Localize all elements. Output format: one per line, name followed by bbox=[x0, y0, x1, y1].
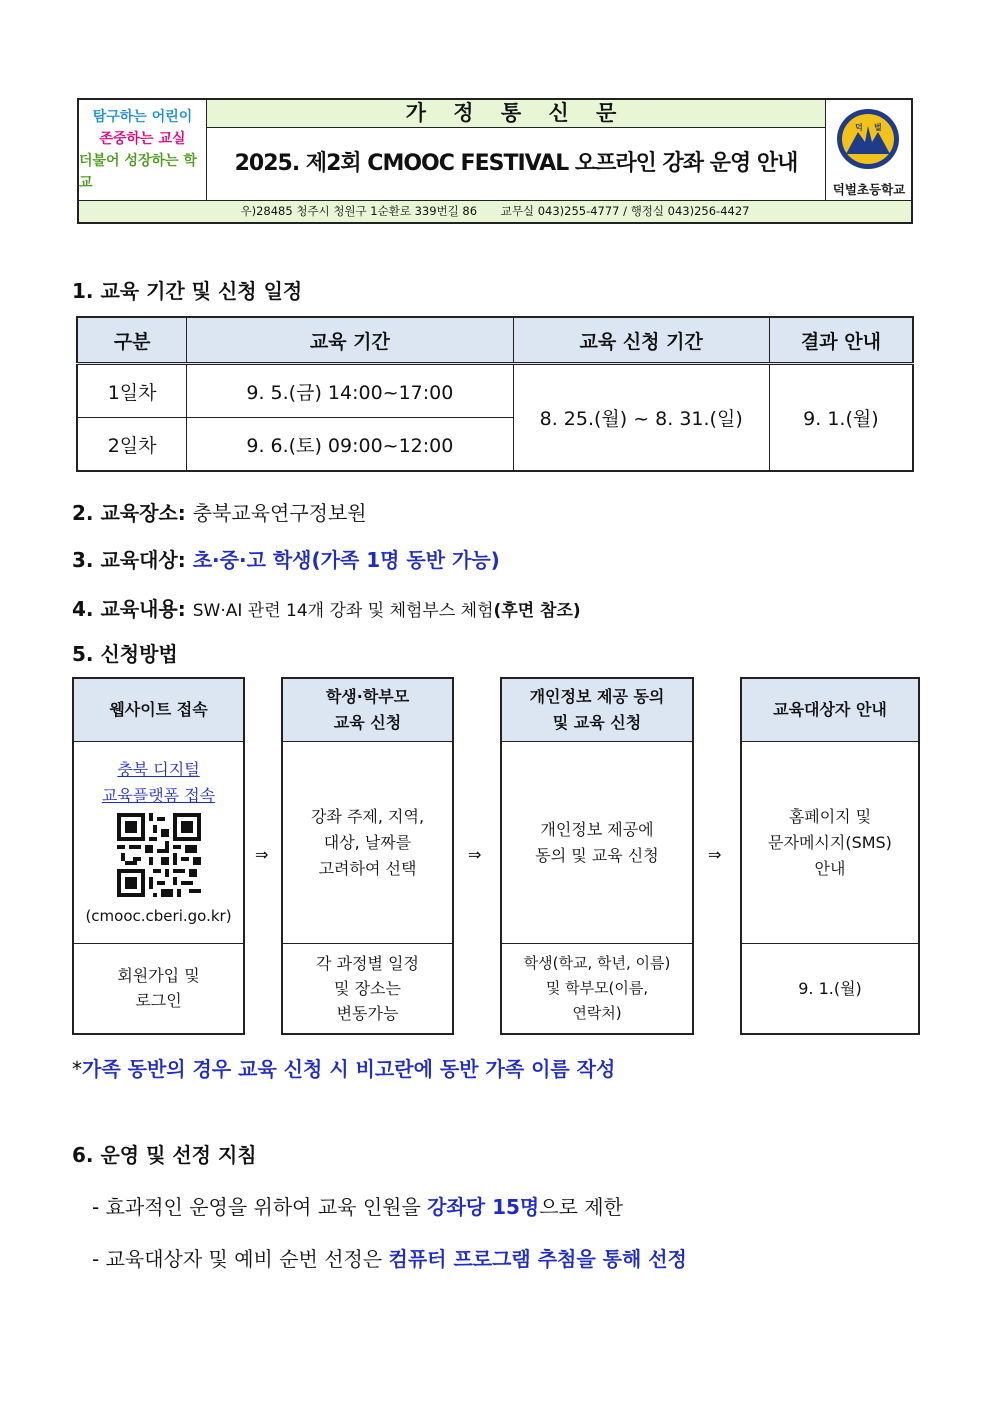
guideline-2-emphasis: 컴퓨터 프로그램 추첨을 통해 선정 bbox=[388, 1247, 687, 1271]
newsletter-header bbox=[77, 98, 913, 224]
note-text: 가족 동반의 경우 교육 신청 시 비고란에 동반 가족 이름 작성 bbox=[82, 1057, 616, 1081]
step-body-line: 개인정보 제공에 bbox=[540, 819, 654, 839]
col-header-apply: 교육 신청 기간 bbox=[513, 317, 769, 364]
step-title bbox=[283, 679, 452, 742]
period-value: 9. 5.(금) 14:00~17:00 bbox=[187, 364, 513, 418]
step-body bbox=[74, 742, 243, 944]
section5-heading: 5. 신청방법 bbox=[72, 642, 178, 666]
step-bottom bbox=[74, 944, 243, 1032]
school-motto bbox=[79, 100, 207, 200]
step-body bbox=[502, 742, 692, 944]
step-website bbox=[72, 677, 245, 1035]
doc-type-title: 가 정 통 신 문 bbox=[207, 100, 825, 128]
guideline-line-1 bbox=[92, 1191, 623, 1220]
step-body-line: 홈페이지 및 bbox=[788, 806, 872, 826]
flow-arrow-icon: ⇒ bbox=[468, 845, 482, 864]
section3-value: 초·중·고 학생(가족 1명 동반 가능) bbox=[192, 548, 500, 572]
result-date-value: 9. 1.(월) bbox=[769, 364, 913, 472]
step-title-line: 학생·학부모 bbox=[325, 687, 410, 706]
emblem-char-2: 벌 bbox=[874, 123, 882, 132]
step-title bbox=[502, 679, 692, 742]
guideline-2-text: - 교육대상자 및 예비 순번 선정은 bbox=[92, 1247, 389, 1271]
page-title: 2025. 제2회 CMOOC FESTIVAL 오프라인 강좌 운영 안내 bbox=[234, 151, 798, 176]
section4-label: 4. 교육내용: bbox=[72, 597, 186, 621]
note-star: * bbox=[72, 1057, 82, 1081]
schedule-table bbox=[76, 316, 914, 472]
period-value: 9. 6.(토) 09:00~12:00 bbox=[187, 418, 513, 472]
school-name: 덕벌초등학교 bbox=[832, 182, 906, 197]
section3-label: 3. 교육대상: bbox=[72, 548, 186, 572]
qr-code-icon[interactable] bbox=[117, 813, 201, 897]
section2-value: 충북교육연구정보원 bbox=[192, 501, 367, 525]
table-row bbox=[77, 364, 913, 418]
step-bottom-line: 회원가입 및 bbox=[117, 966, 200, 985]
step-bottom-line: 및 학부모(이름, bbox=[545, 978, 649, 997]
platform-link-line-1: 충북 디지털 bbox=[117, 759, 200, 779]
section2-line bbox=[72, 497, 367, 526]
flow-arrow-icon: ⇒ bbox=[708, 845, 722, 864]
step-bottom-line: 학생(학교, 학년, 이름) bbox=[523, 953, 671, 972]
step-bottom bbox=[742, 944, 918, 1032]
platform-link-line-2: 교육플랫폼 접속 bbox=[101, 785, 216, 805]
step-body-line: 안내 bbox=[814, 858, 846, 878]
section4-note: (후면 참조) bbox=[493, 601, 581, 621]
step-body-line: 강좌 주제, 지역, bbox=[310, 806, 425, 826]
step-bottom-line: 9. 1.(월) bbox=[798, 978, 862, 998]
step-bottom-line: 변동가능 bbox=[336, 1003, 399, 1023]
section3-line bbox=[72, 544, 500, 573]
day-label: 2일차 bbox=[77, 418, 187, 472]
step-body bbox=[283, 742, 452, 944]
motto-line-2: 존중하는 교실 bbox=[99, 131, 186, 147]
step-title-line: 교육 신청 bbox=[333, 713, 402, 732]
apply-period-value: 8. 25.(월) ~ 8. 31.(일) bbox=[513, 364, 769, 472]
motto-line-1: 탐구하는 어린이 bbox=[92, 109, 193, 125]
step-bottom-line: 연락처) bbox=[572, 1003, 622, 1022]
col-header-result: 결과 안내 bbox=[769, 317, 913, 364]
step-bottom-line: 각 과정별 일정 bbox=[316, 953, 419, 973]
guideline-1-text: - 효과적인 운영을 위하여 교육 인원을 bbox=[92, 1195, 428, 1219]
family-note bbox=[72, 1053, 615, 1082]
step-bottom-line: 로그인 bbox=[135, 991, 182, 1010]
col-header-period: 교육 기간 bbox=[187, 317, 513, 364]
day-label: 1일차 bbox=[77, 364, 187, 418]
step-body-line: 문자메시지(SMS) bbox=[768, 832, 892, 852]
step-body-line: 고려하여 선택 bbox=[318, 858, 417, 878]
guideline-line-2 bbox=[92, 1243, 687, 1272]
step-title-line: 및 교육 신청 bbox=[552, 713, 642, 732]
step-bottom bbox=[283, 944, 452, 1032]
table-header-row bbox=[77, 317, 913, 364]
step-body-line: 동의 및 교육 신청 bbox=[535, 845, 659, 865]
step-bottom-line: 및 장소는 bbox=[334, 978, 401, 998]
step-bottom bbox=[502, 944, 692, 1032]
section4-line bbox=[72, 593, 581, 622]
flow-arrow-icon: ⇒ bbox=[255, 845, 269, 864]
step-body bbox=[742, 742, 918, 944]
step-consent bbox=[500, 677, 694, 1035]
guideline-1-emphasis: 강좌당 15명 bbox=[427, 1195, 540, 1219]
section4-value: SW·AI 관련 14개 강좌 및 체험부스 체험 bbox=[192, 601, 494, 621]
platform-link[interactable] bbox=[102, 757, 215, 809]
emblem-char-1: 덕 bbox=[855, 123, 863, 132]
platform-url: (cmooc.cberi.go.kr) bbox=[85, 906, 232, 925]
school-logo-cell bbox=[825, 100, 911, 200]
guideline-1-suffix: 으로 제한 bbox=[539, 1195, 623, 1219]
section1-heading: 1. 교육 기간 및 신청 일정 bbox=[72, 279, 303, 303]
step-notice bbox=[740, 677, 920, 1035]
school-emblem-icon bbox=[836, 108, 900, 170]
col-header-category: 구분 bbox=[77, 317, 187, 364]
contact-info bbox=[79, 200, 911, 222]
step-title: 웹사이트 접속 bbox=[74, 679, 243, 742]
school-address: 우)28485 청주시 청원구 1순환로 339번길 86 bbox=[240, 204, 478, 218]
section6-heading: 6. 운영 및 선정 지침 bbox=[72, 1143, 257, 1167]
section2-label: 2. 교육장소: bbox=[72, 501, 186, 525]
step-apply bbox=[281, 677, 454, 1035]
step-body-line: 대상, 날짜를 bbox=[323, 832, 412, 852]
step-title: 교육대상자 안내 bbox=[742, 679, 918, 742]
motto-line-3: 더불어 성장하는 학교 bbox=[79, 153, 197, 191]
step-title-line: 개인정보 제공 동의 bbox=[529, 687, 665, 706]
school-phones: 교무실 043)255-4777 / 행정실 043)256-4427 bbox=[500, 204, 750, 218]
